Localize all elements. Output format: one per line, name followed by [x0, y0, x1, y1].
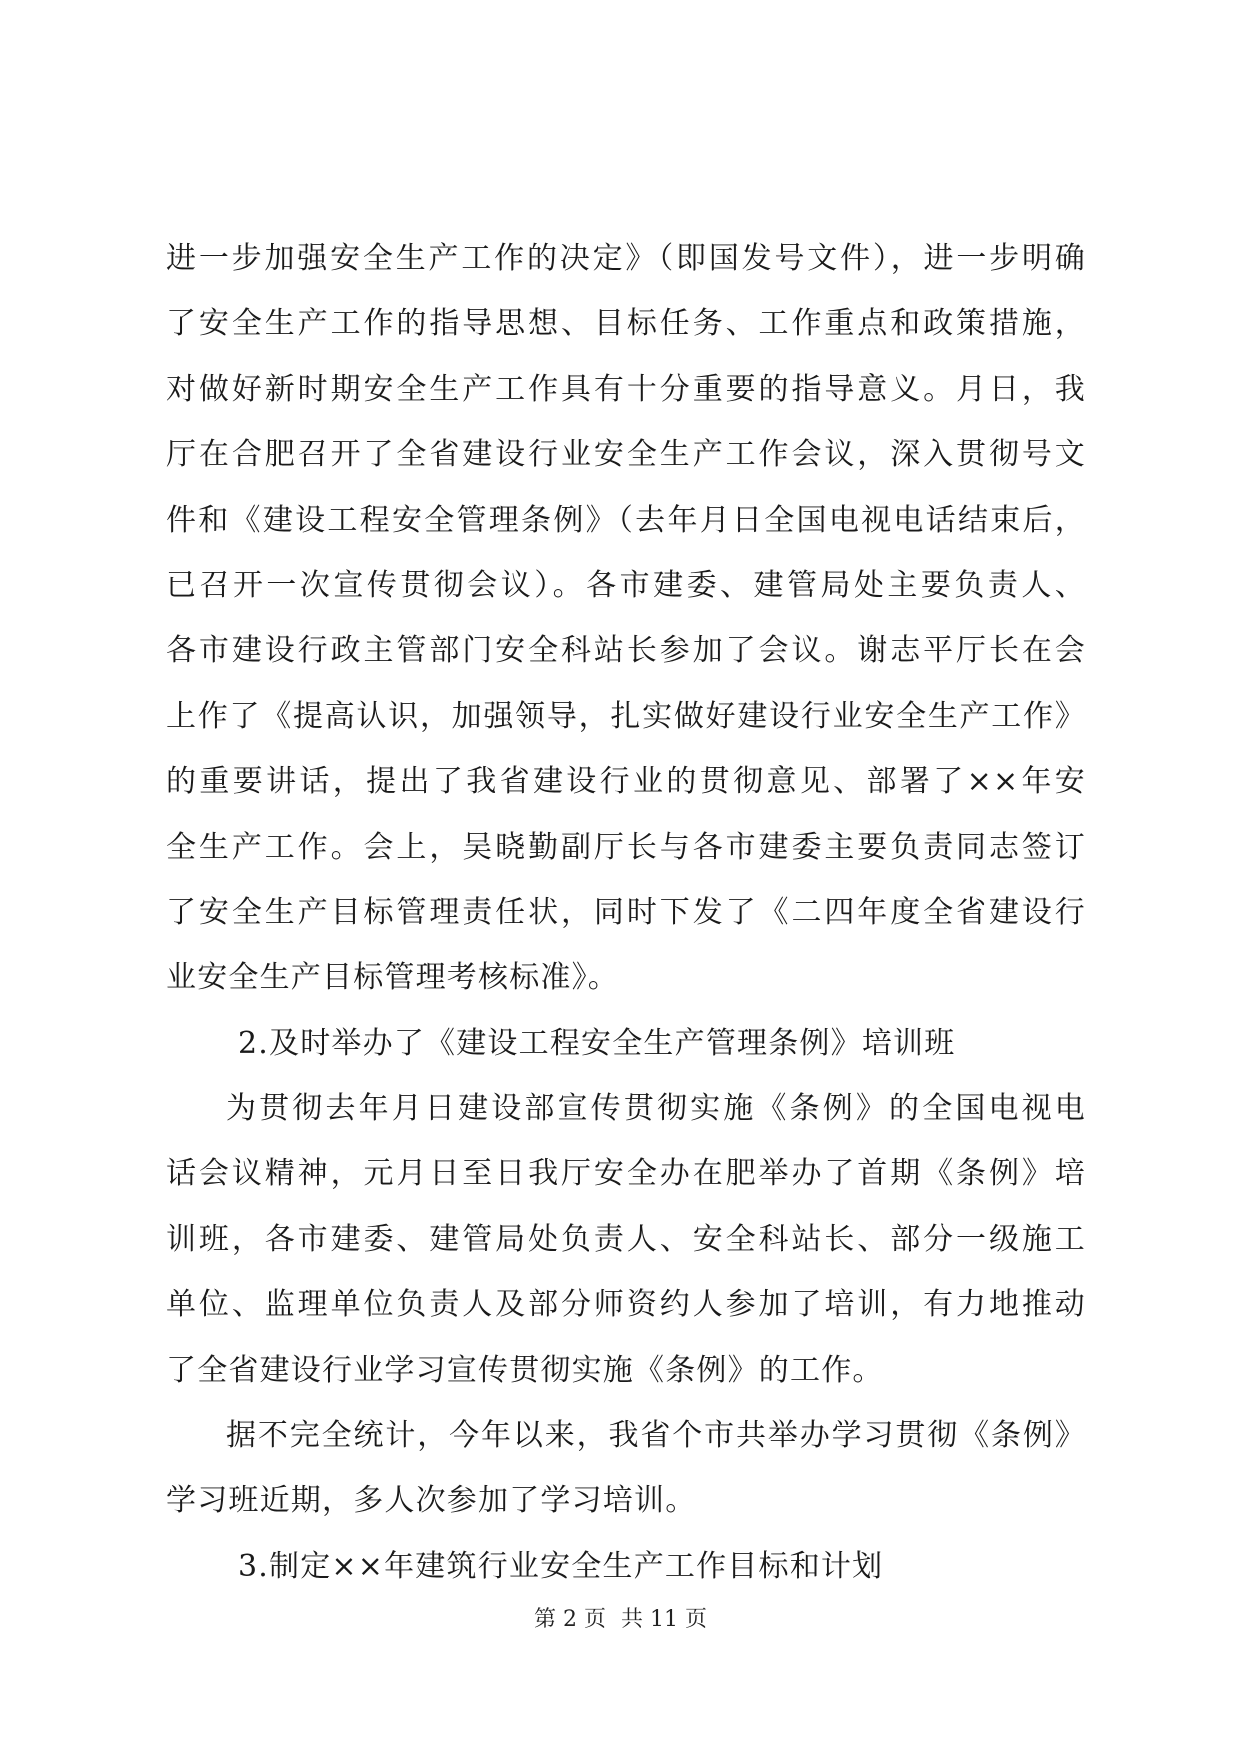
text-line: 对做好新时期安全生产工作具有十分重要的指导意义。月日，我	[166, 371, 1086, 407]
section-heading: 2.及时举办了《建设工程安全生产管理条例》培训班	[238, 1025, 956, 1061]
text-line: 话会议精神，元月日至日我厅安全办在肥举办了首期《条例》培	[166, 1156, 1086, 1192]
text-line: 件和《建设工程安全管理条例》（去年月日全国电视电话结束后，	[166, 502, 1086, 538]
page-total: 共 11 页	[621, 1607, 707, 1632]
text-line: 各市建设行政主管部门安全科站长参加了会议。谢志平厅长在会	[166, 633, 1086, 669]
page-footer	[0, 1602, 1241, 1633]
text-line: 进一步加强安全生产工作的决定》（即国发号文件），进一步明确	[166, 241, 1086, 276]
text-line: 厅在合肥召开了全省建设行业安全生产工作会议，深入贯彻号文	[166, 437, 1086, 473]
text-line: 全生产工作。会上，吴晓勤副厅长与各市建委主要负责同志签订	[166, 829, 1086, 865]
text-line: 训班，各市建委、建管局处负责人、安全科站长、部分一级施工	[166, 1221, 1086, 1257]
text-line: 上作了《提高认识，加强领导，扎实做好建设行业安全生产工作》	[166, 698, 1086, 734]
text-line: 据不完全统计，今年以来，我省个市共举办学习贯彻《条例》	[226, 1418, 1086, 1454]
text-line: 为贯彻去年月日建设部宣传贯彻实施《条例》的全国电视电	[226, 1091, 1086, 1127]
text-line: 已召开一次宣传贯彻会议）。各市建委、建管局处主要负责人、	[166, 567, 1086, 603]
text-line: 了安全生产目标管理责任状，同时下发了《二四年度全省建设行	[166, 894, 1086, 930]
text-line: 业安全生产目标管理考核标准》。	[166, 960, 619, 996]
text-line: 的重要讲话，提出了我省建设行业的贯彻意见、部署了××年安	[166, 764, 1086, 800]
section-heading: 3.制定××年建筑行业安全生产工作目标和计划	[238, 1548, 884, 1584]
text-line: 了全省建设行业学习宣传贯彻实施《条例》的工作。	[166, 1352, 884, 1388]
page-number: 第 2 页	[534, 1607, 606, 1632]
document-body	[166, 226, 1086, 1599]
text-line: 学习班近期，多人次参加了学习培训。	[166, 1483, 697, 1519]
text-line: 单位、监理单位负责人及部分师资约人参加了培训，有力地推动	[166, 1287, 1086, 1323]
text-line: 了安全生产工作的指导思想、目标任务、工作重点和政策措施，	[166, 306, 1086, 342]
